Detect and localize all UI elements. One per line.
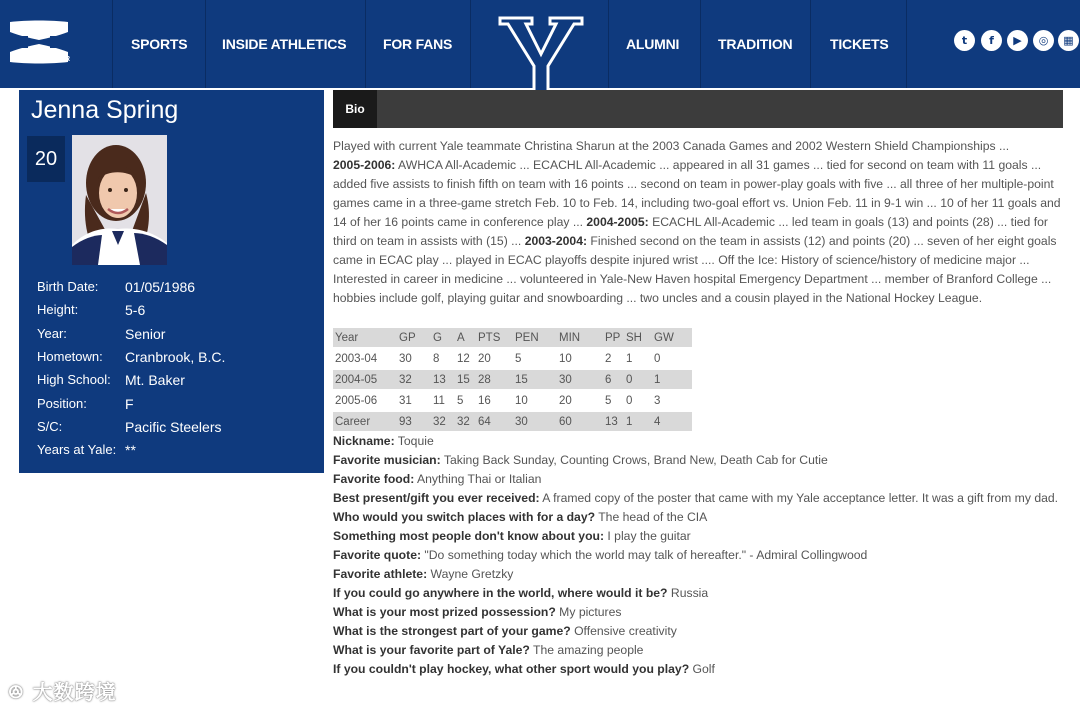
info-row-sc — [37, 419, 317, 439]
table-row — [333, 349, 692, 368]
qa-answer: My pictures — [555, 605, 622, 619]
nav-divider — [365, 0, 366, 88]
nav-divider — [470, 0, 471, 88]
list-item — [333, 432, 1063, 451]
stats-cell: 5 — [457, 394, 464, 407]
stats-cell: 10 — [559, 352, 572, 365]
stats-header-cell: SH — [624, 328, 652, 347]
info-row-height — [37, 302, 317, 322]
list-item — [333, 584, 1063, 603]
nav-divider — [810, 0, 811, 88]
player-photo — [72, 135, 167, 265]
nav-divider — [205, 0, 206, 88]
stats-cell: 13 — [603, 412, 624, 431]
stats-cell: 28 — [476, 370, 513, 389]
brand-text: UNDER ARMOUR — [9, 56, 71, 63]
stats-header-cell: GW — [652, 328, 692, 347]
stats-cell: 0 — [626, 394, 633, 407]
stats-cell: 8 — [433, 352, 440, 365]
list-item — [333, 527, 1063, 546]
nav-link-tickets[interactable]: TICKETS — [830, 36, 889, 52]
qa-answer: "Do something today which the world may talk of hereafter." - Admiral Collingwood — [421, 548, 868, 562]
bio-season-heading: 2003-2004: — [524, 234, 588, 248]
top-navigation — [0, 0, 1080, 88]
stats-cell: 60 — [557, 412, 603, 431]
nav-link-inside-athletics[interactable]: INSIDE ATHLETICS — [222, 36, 347, 52]
stats-header-cell: PP — [603, 328, 624, 347]
qa-question: Favorite quote: — [333, 548, 422, 562]
nav-link-for-fans[interactable]: FOR FANS — [383, 36, 453, 52]
stats-cell: 32 — [455, 412, 476, 431]
stats-header-cell: GP — [397, 328, 431, 347]
list-item — [333, 546, 1063, 565]
qa-question: Favorite food: — [333, 472, 415, 486]
qa-question: Who would you switch places with for a day? — [333, 510, 596, 524]
qa-answer: The amazing people — [529, 643, 644, 657]
youtube-icon[interactable]: ▶ — [1007, 30, 1028, 51]
list-item — [333, 489, 1063, 508]
nav-link-tradition[interactable]: TRADITION — [718, 36, 793, 52]
info-label: Position: — [37, 396, 87, 411]
stats-cell: 20 — [559, 394, 572, 407]
list-item — [333, 603, 1063, 622]
stats-cell: 4 — [652, 412, 692, 431]
qa-question: Favorite athlete: — [333, 567, 428, 581]
bio-season-heading: 2005-2006: — [333, 158, 396, 172]
info-row-birth-date — [37, 279, 317, 299]
jersey-number: 20 — [27, 136, 65, 182]
list-item — [333, 622, 1063, 641]
qa-answer: Toquie — [394, 434, 434, 448]
qa-question: What is your most prized possession? — [333, 605, 556, 619]
qa-question: Nickname: — [333, 434, 395, 448]
bio-season-text: ECACHL All-Academic ... led team in goals (13) and points (28) ... tied for third on team in assists with (15) ... — [333, 215, 1048, 248]
bio-intro: Played with current Yale teammate Christina Sharun at the 2003 Canada Games and 2002 Western Shield Championships ... — [333, 139, 1010, 153]
qa-question: Favorite musician: — [333, 453, 441, 467]
stats-cell: 13 — [431, 370, 455, 389]
stats-cell: 2004-05 — [333, 370, 397, 389]
tab-bio[interactable]: Bio — [333, 90, 377, 128]
bio-season-text: AWHCA All-Academic ... ECACHL All-Academic ... appeared in all 31 games ... tied for second on team with 11 goals ... added five assists to finish fifth on team with 16 points ... second on team in power-play goals with five ... all three of her multiple-point games came in a three-game stretch Feb. 10 to Feb. 14, including two-goal effort vs. Union Feb. 11 in 9-1 win ... 10 of her 11 goals and 14 of her 16 points came in conference play ... — [333, 158, 1061, 229]
info-label: Hometown: — [37, 349, 103, 364]
stats-table — [333, 328, 692, 431]
stats-header-row — [333, 328, 692, 347]
info-row-high-school — [37, 372, 317, 392]
stats-cell: Career — [333, 412, 397, 431]
qa-answer: Offensive creativity — [570, 624, 677, 638]
bio-season-heading: 2004-2005: — [586, 215, 649, 229]
qa-answer: Anything Thai or Italian — [414, 472, 542, 486]
table-row — [333, 391, 692, 410]
qa-answer: I play the guitar — [604, 529, 691, 543]
qa-question: If you couldn't play hockey, what other sport would you play? — [333, 662, 690, 676]
stats-cell: 0 — [654, 352, 661, 365]
stats-header-cell: A — [455, 328, 476, 347]
list-item — [333, 641, 1063, 660]
table-row — [333, 412, 692, 431]
stats-cell: 2005-06 — [335, 394, 378, 407]
stats-cell: 5 — [605, 394, 612, 407]
stats-cell: 16 — [478, 394, 491, 407]
stats-cell: 6 — [603, 370, 624, 389]
info-row-hometown — [37, 349, 317, 369]
stats-header-cell: PTS — [476, 328, 513, 347]
info-label: High School: — [37, 372, 111, 387]
stats-cell: 32 — [431, 412, 455, 431]
instagram-icon[interactable]: ◎ — [1033, 30, 1054, 51]
watermark: ꔮ 大数跨境 — [8, 680, 117, 704]
stats-cell: 1 — [652, 370, 692, 389]
stats-cell: 2 — [605, 352, 612, 365]
stats-cell: 93 — [397, 412, 431, 431]
stats-cell: 2003-04 — [335, 352, 378, 365]
qa-answer: A framed copy of the poster that came with my Yale acceptance letter. It was a gift from my dad. — [539, 491, 1059, 505]
stats-header-cell: G — [431, 328, 455, 347]
info-row-year — [37, 326, 317, 346]
list-item — [333, 470, 1063, 489]
watermark-text: 大数跨境 — [32, 682, 117, 704]
player-card — [19, 90, 324, 473]
stats-cell: 12 — [457, 352, 470, 365]
stats-cell: 11 — [433, 394, 445, 407]
info-row-years-at-yale — [37, 442, 317, 462]
info-label: Years at Yale: — [37, 442, 117, 457]
qa-answer: The head of the CIA — [595, 510, 708, 524]
qa-answer: Wayne Gretzky — [427, 567, 514, 581]
list-item — [333, 451, 1063, 470]
qa-question: What is your favorite part of Yale? — [333, 643, 530, 657]
twitter-icon[interactable]: t — [954, 30, 975, 51]
stats-header-cell: PEN — [513, 328, 557, 347]
qa-answer: Golf — [689, 662, 715, 676]
stats-cell: 32 — [397, 370, 431, 389]
qa-question: Something most people don't know about you: — [333, 529, 605, 543]
info-value: ** — [125, 442, 136, 458]
info-label: Birth Date: — [37, 279, 99, 294]
qa-answer: Russia — [667, 586, 709, 600]
bio-tab-bar — [333, 90, 1063, 128]
info-value: Pacific Steelers — [125, 419, 222, 435]
stats-cell: 15 — [513, 370, 557, 389]
info-value: Mt. Baker — [125, 372, 185, 388]
bio-text — [333, 137, 1061, 308]
qa-question: Best present/gift you ever received: — [333, 491, 540, 505]
player-name: Jenna Spring — [31, 96, 179, 124]
info-value: F — [125, 396, 134, 412]
info-label: Year: — [37, 326, 67, 341]
bio-season-text: Finished second on the team in assists (12) and points (20) ... seven of her eight goals came in ECAC play ... played in ECAC playoffs despite injured wrist .... Off the Ice: History of science/history of medicine major ... Interested in career in medicine ... volunteered in Yale-New Haven hospital Emergency Department ... member of Branford College ... hobbies include golf, playing guitar and snowboarding ... two uncles and a cousin played in the National Hockey League. — [333, 234, 1057, 305]
list-item — [333, 565, 1063, 584]
info-value: 01/05/1986 — [125, 279, 196, 295]
stats-cell: 30 — [513, 412, 557, 431]
qa-question: What is the strongest part of your game? — [333, 624, 571, 638]
table-row — [333, 370, 692, 389]
info-row-position — [37, 396, 317, 416]
info-label: S/C: — [37, 419, 63, 434]
nav-divider — [906, 0, 907, 88]
stats-cell: 30 — [557, 370, 603, 389]
qa-question: If you could go anywhere in the world, where would it be? — [333, 586, 668, 600]
stats-cell: 1 — [626, 352, 633, 365]
info-value: Senior — [125, 326, 166, 342]
info-value: 5-6 — [125, 302, 146, 318]
stats-cell: 10 — [515, 394, 528, 407]
nav-link-sports[interactable]: SPORTS — [131, 36, 188, 52]
qa-list — [333, 432, 1063, 679]
stats-header-cell: MIN — [557, 328, 603, 347]
nav-link-alumni[interactable]: ALUMNI — [626, 36, 680, 52]
nav-divider — [608, 0, 609, 88]
list-item — [333, 508, 1063, 527]
info-label: Height: — [37, 302, 79, 317]
stats-cell: 0 — [624, 370, 652, 389]
stats-cell: 1 — [624, 412, 652, 431]
nav-divider — [112, 0, 113, 88]
stats-header-cell: Year — [333, 328, 397, 347]
stats-cell: 31 — [399, 394, 412, 407]
facebook-icon[interactable]: f — [981, 30, 1002, 51]
nav-divider — [700, 0, 701, 88]
stats-cell: 3 — [654, 394, 661, 407]
list-item — [333, 660, 1063, 679]
info-value: Cranbrook, B.C. — [125, 349, 226, 365]
stats-cell: 5 — [515, 352, 522, 365]
stats-cell: 20 — [478, 352, 491, 365]
stats-cell: 15 — [455, 370, 476, 389]
qa-answer: Taking Back Sunday, Counting Crows, Brand New, Death Cab for Cutie — [440, 453, 828, 467]
stats-cell: 64 — [476, 412, 513, 431]
stats-cell: 30 — [399, 352, 412, 365]
calendar-icon[interactable]: ▦ — [1058, 30, 1079, 51]
